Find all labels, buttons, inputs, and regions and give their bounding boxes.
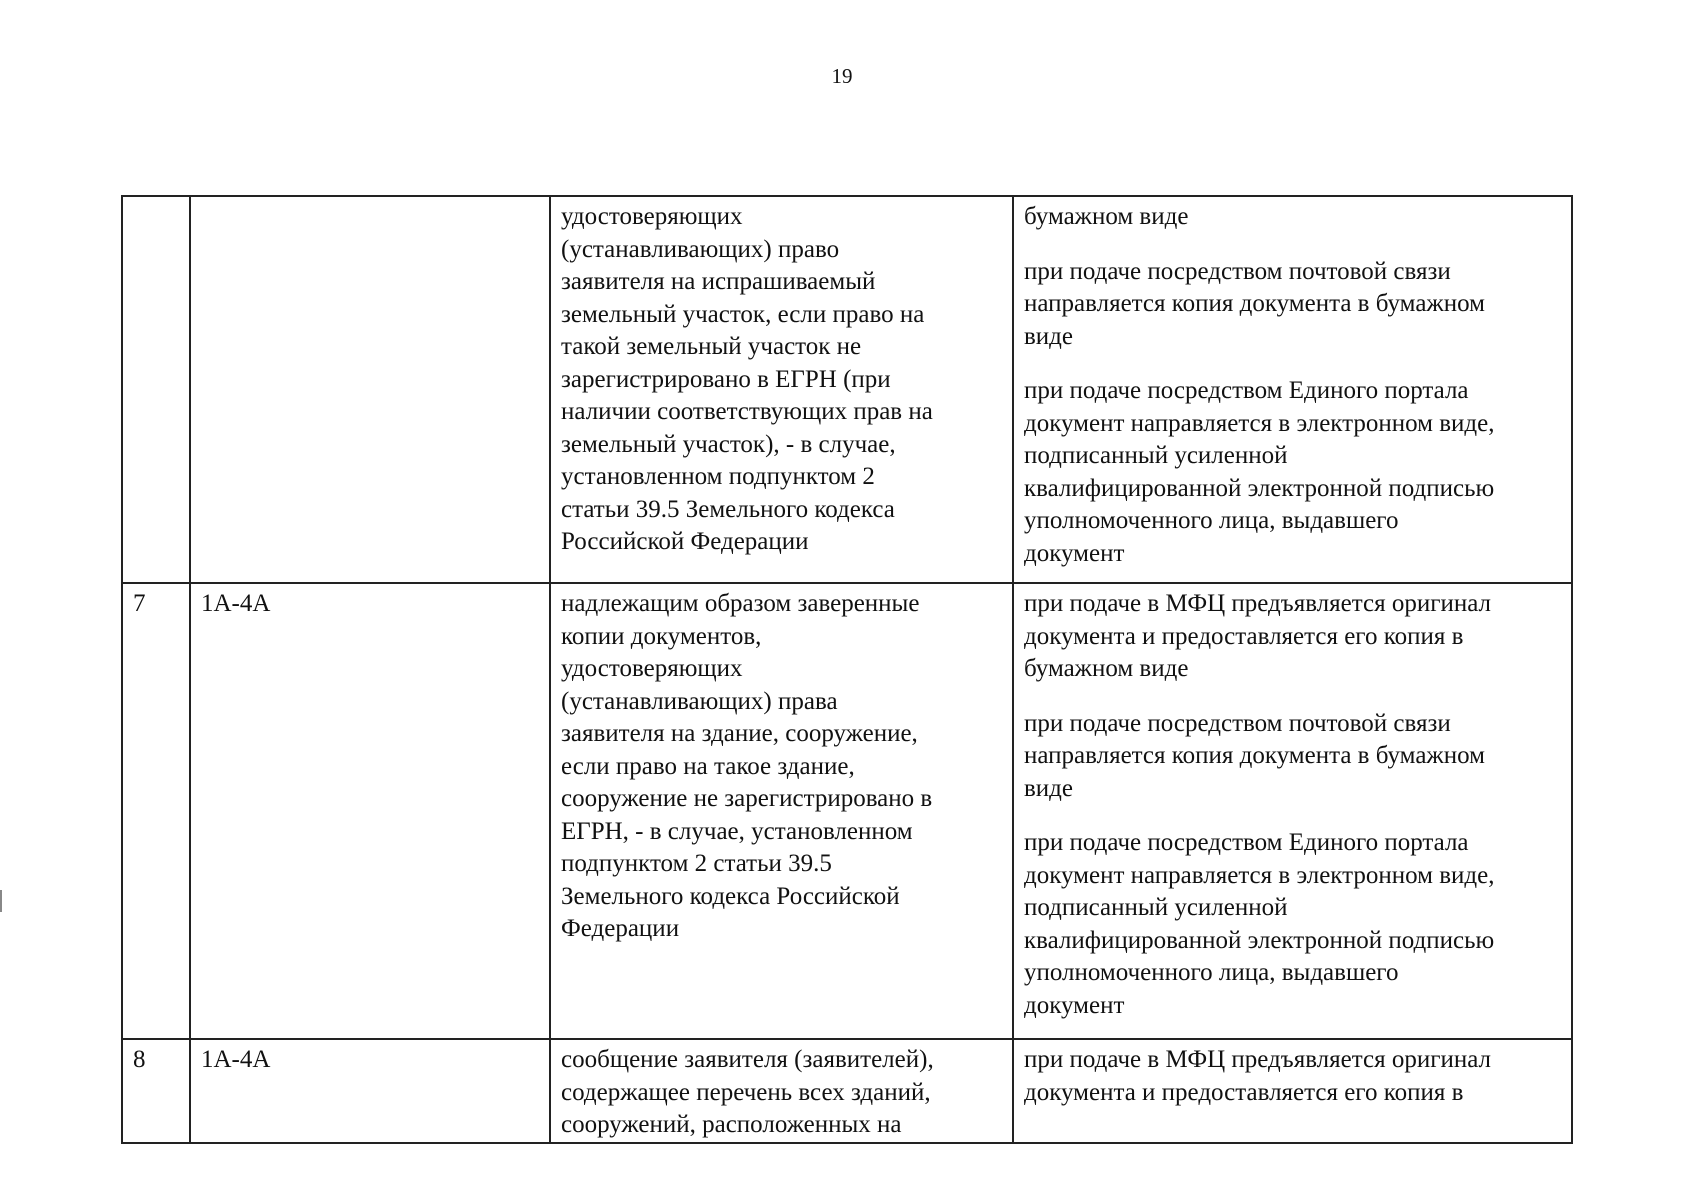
submission-note: при подаче в МФЦ предъявляется оригинал документа и предоставляется его копия в bbox=[1024, 1046, 1492, 1106]
applicant-code-cell: 1А-4А bbox=[190, 1039, 550, 1143]
page-number: 19 bbox=[831, 64, 853, 88]
table-row bbox=[122, 583, 1572, 1039]
table-row bbox=[122, 1039, 1572, 1143]
submission-note: при подаче посредством почтовой связи направляется копия документа в бумажном виде bbox=[1024, 709, 1485, 802]
documents-table bbox=[121, 195, 1573, 1144]
row-number-cell: 8 bbox=[122, 1039, 190, 1143]
row-number-cell: 7 bbox=[122, 583, 190, 1039]
document-name-cell: сообщение заявителя (заявителей), содержащее перечень всех зданий, сооружений, расположенных на bbox=[550, 1039, 1013, 1143]
document-name-cell: надлежащим образом заверенные копии документов, удостоверяющих (устанавливающих) права заявителя на здание, сооружение, если право на такое здание, сооружение не зарегистрировано в ЕГРН, - в случае, установленном подпунктом 2 статьи 39.5 Земельного кодекса Российской Федерации bbox=[550, 583, 1013, 1039]
submission-note: бумажном виде bbox=[1024, 203, 1189, 230]
row-number-cell bbox=[122, 196, 190, 583]
scan-edge-mark bbox=[0, 890, 2, 912]
applicant-code-cell: 1А-4А bbox=[190, 583, 550, 1039]
table-row bbox=[122, 196, 1572, 583]
document-name-cell: удостоверяющих (устанавливающих) право заявителя на испрашиваемый земельный участок, если право на такой земельный участок не зарегистрировано в ЕГРН (при наличии соответствующих прав на земельный участок), - в случае, установленном подпунктом 2 статьи 39.5 Земельного кодекса Российской Федерации bbox=[550, 196, 1013, 583]
submission-note: при подаче посредством Единого портала документ направляется в электронном виде, подписанный усиленной квалифицированной электронной подписью уполномоченного лица, выдавшего документ bbox=[1024, 829, 1495, 1019]
submission-note: при подаче посредством почтовой связи направляется копия документа в бумажном виде bbox=[1024, 257, 1485, 350]
submission-notes-cell bbox=[1013, 196, 1572, 583]
submission-note: при подаче посредством Единого портала документ направляется в электронном виде, подписанный усиленной квалифицированной электронной подписью уполномоченного лица, выдавшего документ bbox=[1024, 377, 1495, 567]
submission-notes-cell bbox=[1013, 1039, 1572, 1143]
submission-notes-cell bbox=[1013, 583, 1572, 1039]
submission-note: при подаче в МФЦ предъявляется оригинал документа и предоставляется его копия в бумажном виде bbox=[1024, 590, 1492, 682]
applicant-code-cell bbox=[190, 196, 550, 583]
